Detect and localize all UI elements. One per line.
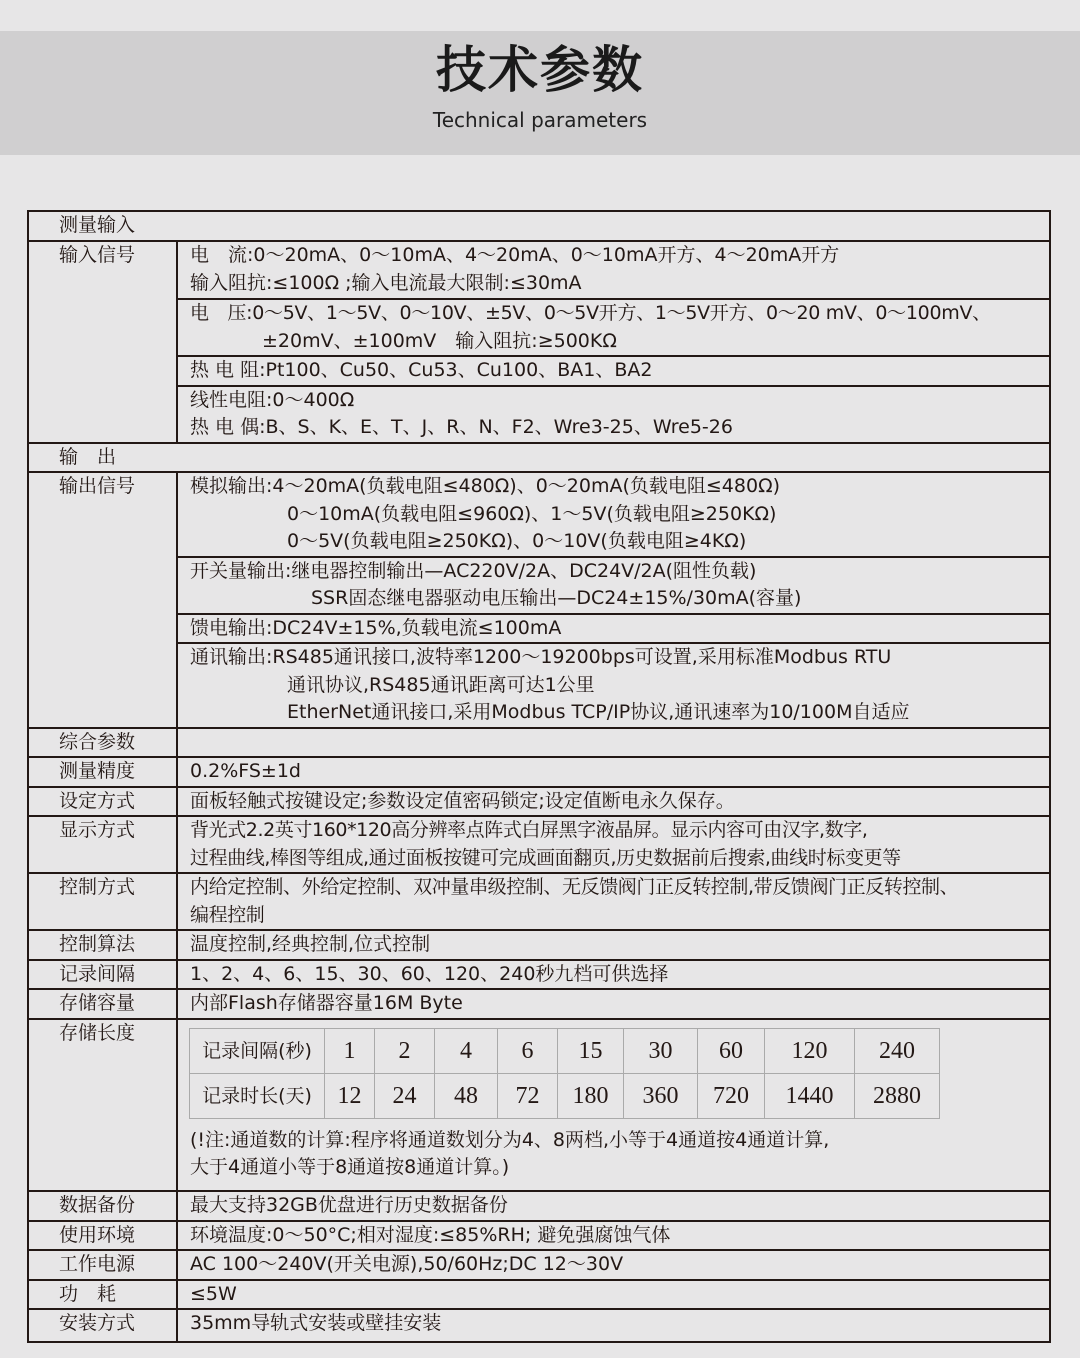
row-label: 设定方式 bbox=[28, 787, 177, 817]
section-output: 输 出 bbox=[28, 443, 1050, 473]
interval-cell: 6 bbox=[498, 1028, 558, 1073]
control-mode-value: 内给定控制、外给定控制、双冲量串级控制、无反馈阀门正反转控制,带反馈阀门正反转控制、 编程控制 bbox=[177, 873, 1050, 930]
interval-cell: 30 bbox=[624, 1028, 698, 1073]
row-label: 工作电源 bbox=[28, 1250, 177, 1280]
interval-cell: 120 bbox=[765, 1028, 855, 1073]
row-label: 记录间隔 bbox=[28, 960, 177, 990]
row-label: 控制算法 bbox=[28, 930, 177, 960]
rtd-spec: 热 电 阻:Pt100、Cu50、Cu53、Cu100、BA1、BA2 bbox=[177, 356, 1050, 386]
page-subtitle: Technical parameters bbox=[432, 108, 648, 132]
duration-cell: 720 bbox=[698, 1073, 765, 1118]
row-label: 输出信号 bbox=[28, 472, 177, 728]
voltage-spec: 电 压:0～5V、1～5V、0～10V、±5V、0～5V开方、1～5V开方、0～20 mV、0～100mV、 ±20mV、±100mV 输入阻抗:≥500KΩ bbox=[177, 299, 1050, 356]
duration-cell: 180 bbox=[558, 1073, 624, 1118]
spec-table bbox=[27, 210, 1051, 1343]
power-supply-value: AC 100～240V(开关电源),50/60Hz;DC 12～30V bbox=[177, 1250, 1050, 1280]
switch-output-spec: 开关量输出:继电器控制输出—AC220V/2A、DC24V/2A(阻性负载) SSR固态继电器驱动电压输出—DC24±15%/30mA(容量) bbox=[177, 557, 1050, 614]
page-title: 技术参数 bbox=[436, 41, 644, 99]
interval-header: 记录间隔(秒) bbox=[190, 1028, 325, 1073]
section-general-empty bbox=[177, 728, 1050, 758]
row-label: 显示方式 bbox=[28, 816, 177, 873]
duration-cell: 24 bbox=[375, 1073, 435, 1118]
row-label: 存储容量 bbox=[28, 989, 177, 1019]
duration-header: 记录时长(天) bbox=[190, 1073, 325, 1118]
duration-cell: 48 bbox=[435, 1073, 498, 1118]
interval-cell: 240 bbox=[855, 1028, 940, 1073]
duration-cell: 1440 bbox=[765, 1073, 855, 1118]
power-consumption-value: ≤5W bbox=[177, 1280, 1050, 1310]
duration-cell: 360 bbox=[624, 1073, 698, 1118]
interval-cell: 60 bbox=[698, 1028, 765, 1073]
feed-output-spec: 馈电输出:DC24V±15%,负载电流≤100mA bbox=[177, 614, 1050, 644]
record-interval-value: 1、2、4、6、15、30、60、120、240秒九档可供选择 bbox=[177, 960, 1050, 990]
interval-cell: 15 bbox=[558, 1028, 624, 1073]
analog-output-spec: 模拟输出:4～20mA(负载电阻≤480Ω)、0～20mA(负载电阻≤480Ω) 0～10mA(负载电阻≤960Ω)、1～5V(负载电阻≥250KΩ) 0～5V(负载电阻≥250KΩ)、0～10V(负载电阻≥4KΩ) bbox=[177, 472, 1050, 557]
storage-length-table bbox=[189, 1028, 940, 1119]
row-label: 测量精度 bbox=[28, 757, 177, 787]
storage-capacity-value: 内部Flash存储器容量16M Byte bbox=[177, 989, 1050, 1019]
row-label: 使用环境 bbox=[28, 1221, 177, 1251]
current-spec: 电 流:0～20mA、0～10mA、4～20mA、0～10mA开方、4～20mA开方 输入阻抗:≤100Ω ;输入电流最大限制:≤30mA bbox=[177, 241, 1050, 299]
interval-cell: 1 bbox=[325, 1028, 375, 1073]
row-label: 存储长度 bbox=[28, 1019, 177, 1191]
row-label: 输入信号 bbox=[28, 241, 177, 443]
section-measure-input: 测量输入 bbox=[59, 214, 136, 236]
row-label: 功 耗 bbox=[28, 1280, 177, 1310]
linear-thermocouple-spec: 线性电阻:0～400Ω 热 电 偶:B、S、K、E、T、J、R、N、F2、Wre3-25、Wre5-26 bbox=[177, 386, 1050, 443]
display-value: 背光式2.2英寸160*120高分辨率点阵式白屏黑字液晶屏。显示内容可由汉字,数字, 过程曲线,棒图等组成,通过面板按键可完成画面翻页,历史数据前后搜索,曲线时标变更等 bbox=[177, 816, 1050, 873]
section-general: 综合参数 bbox=[28, 728, 177, 758]
row-label: 控制方式 bbox=[28, 873, 177, 930]
row-label: 数据备份 bbox=[28, 1191, 177, 1221]
environment-value: 环境温度:0～50°C;相对湿度:≤85%RH; 避免强腐蚀气体 bbox=[177, 1221, 1050, 1251]
section-row bbox=[28, 211, 1050, 241]
installation-value: 35mm导轨式安装或壁挂安装 bbox=[177, 1309, 1050, 1342]
row-label: 安装方式 bbox=[28, 1309, 177, 1342]
setting-value: 面板轻触式按键设定;参数设定值密码锁定;设定值断电永久保存。 bbox=[177, 787, 1050, 817]
storage-length-value bbox=[177, 1019, 1050, 1191]
algorithm-value: 温度控制,经典控制,位式控制 bbox=[177, 930, 1050, 960]
duration-cell: 2880 bbox=[855, 1073, 940, 1118]
interval-cell: 4 bbox=[435, 1028, 498, 1073]
storage-note: (!注:通道数的计算:程序将通道数划分为4、8两档,小等于4通道按4通道计算, 大于4通道小等于8通道按8通道计算。) bbox=[190, 1128, 830, 1178]
backup-value: 最大支持32GB优盘进行历史数据备份 bbox=[177, 1191, 1050, 1221]
interval-cell: 2 bbox=[375, 1028, 435, 1073]
comm-output-spec: 通讯输出:RS485通讯接口,波特率1200～19200bps可设置,采用标准Modbus RTU 通讯协议,RS485通讯距离可达1公里 EtherNet通讯接口,采用Modbus TCP/IP协议,通讯速率为10/100M自适应 bbox=[177, 643, 1050, 728]
duration-cell: 12 bbox=[325, 1073, 375, 1118]
accuracy-value: 0.2%FS±1d bbox=[177, 757, 1050, 787]
duration-cell: 72 bbox=[498, 1073, 558, 1118]
